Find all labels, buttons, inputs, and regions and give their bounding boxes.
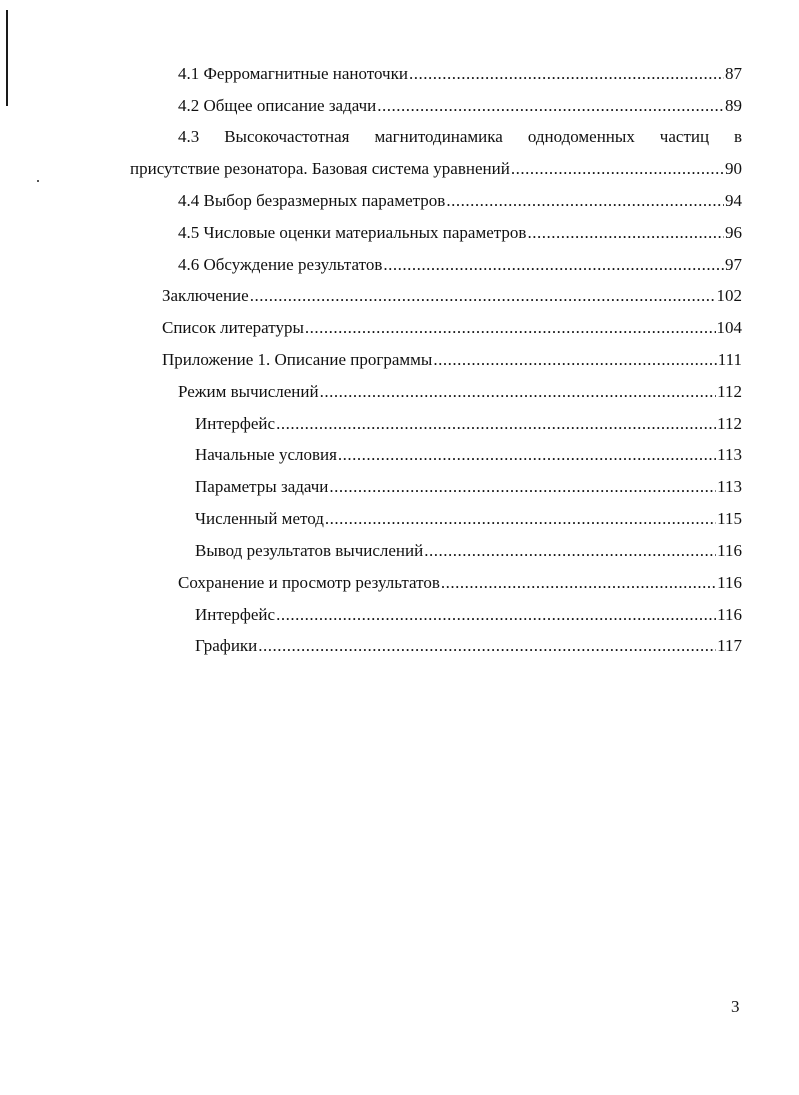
toc-dot-leader <box>338 445 716 465</box>
toc-entry-title: Приложение 1. Описание программы <box>162 350 433 369</box>
toc-entry-4-2[interactable] <box>178 96 742 116</box>
toc-entry-references[interactable] <box>162 318 742 338</box>
toc-page-number: 112 <box>717 414 742 433</box>
scan-edge-mark <box>6 10 8 106</box>
toc-dot-leader <box>527 223 724 243</box>
toc-dot-leader <box>325 509 716 529</box>
toc-entry-output-results[interactable] <box>195 541 742 561</box>
toc-entry-title: Сохранение и просмотр результатов <box>178 573 440 592</box>
toc-page-number: 116 <box>717 573 742 592</box>
toc-entry-title: Режим вычислений <box>178 382 319 401</box>
toc-entry-interface-2[interactable] <box>195 605 742 625</box>
toc-dot-leader <box>441 573 716 593</box>
toc-entry-calculation-mode[interactable] <box>178 382 742 402</box>
toc-page-number: 115 <box>717 509 742 528</box>
toc-page-number: 104 <box>716 318 742 337</box>
toc-dot-leader <box>511 159 724 179</box>
toc-word: однодоменных <box>527 127 635 146</box>
toc-entry-appendix-1[interactable] <box>162 350 742 370</box>
toc-page-number: 94 <box>725 191 742 210</box>
toc-page-number: 102 <box>716 286 742 305</box>
toc-page-number: 90 <box>725 159 742 178</box>
toc-page-number: 89 <box>725 96 742 115</box>
toc-entry-graphs[interactable] <box>195 636 742 656</box>
toc-entry-title: Интерфейс <box>195 414 276 433</box>
toc-page-number: 113 <box>717 445 742 464</box>
page-number: 3 <box>731 997 740 1016</box>
toc-page-number: 117 <box>717 636 742 655</box>
toc-page-number: 113 <box>717 477 742 496</box>
toc-dot-leader <box>276 414 716 434</box>
toc-dot-leader <box>446 191 724 211</box>
toc-entry-title: Вывод результатов вычислений <box>195 541 424 560</box>
toc-entry-4-4[interactable] <box>178 191 742 211</box>
toc-entry-4-6[interactable] <box>178 255 742 275</box>
toc-word: магнитодинамика <box>374 127 503 146</box>
scan-speck <box>37 180 39 182</box>
toc-word: 4.3 <box>178 127 200 146</box>
toc-entry-title: Интерфейс <box>195 605 276 624</box>
toc-word: Высокочастотная <box>224 127 350 146</box>
toc-dot-leader <box>433 350 716 370</box>
toc-entry-title: 4.1 Ферромагнитные наноточки <box>178 64 408 83</box>
toc-dot-leader <box>424 541 716 561</box>
toc-entry-task-parameters[interactable] <box>195 477 742 497</box>
toc-entry-title: Список литературы <box>162 318 304 337</box>
toc-dot-leader <box>258 636 716 656</box>
toc-page-number: 87 <box>725 64 742 83</box>
toc-dot-leader <box>329 477 716 497</box>
toc-entry-4-3-second-line[interactable] <box>130 159 742 179</box>
toc-entry-4-1[interactable] <box>178 64 742 84</box>
toc-page-number: 97 <box>725 255 742 274</box>
toc-entry-save-view-results[interactable] <box>178 573 742 593</box>
toc-dot-leader <box>409 64 724 84</box>
toc-entry-title: Численный метод <box>195 509 324 528</box>
toc-entry-title: 4.6 Обсуждение результатов <box>178 255 383 274</box>
toc-entry-title: 4.4 Выбор безразмерных параметров <box>178 191 446 210</box>
toc-entry-title: Начальные условия <box>195 445 337 464</box>
toc-entry-4-5[interactable] <box>178 223 742 243</box>
toc-entry-title: 4.2 Общее описание задачи <box>178 96 377 115</box>
toc-entry-4-3-first-line[interactable] <box>178 127 742 147</box>
toc-dot-leader <box>383 255 724 275</box>
toc-entry-title: Параметры задачи <box>195 477 329 496</box>
toc-entry-title: Графики <box>195 636 258 655</box>
toc-word: в <box>734 127 743 146</box>
toc-page-number: 116 <box>717 541 742 560</box>
toc-entry-initial-conditions[interactable] <box>195 445 742 465</box>
toc-dot-leader <box>250 286 716 306</box>
toc-page-number: 116 <box>717 605 742 624</box>
toc-dot-leader <box>305 318 716 338</box>
toc-page-number: 112 <box>717 382 742 401</box>
toc-entry-numerical-method[interactable] <box>195 509 742 529</box>
toc-entry-title: Заключение <box>162 286 249 305</box>
toc-entry-title: присутствие резонатора. Базовая система уравнений <box>130 159 510 178</box>
toc-dot-leader <box>320 382 717 402</box>
toc-dot-leader <box>377 96 724 116</box>
toc-page-number: 111 <box>717 350 742 369</box>
toc-word: частиц <box>659 127 710 146</box>
toc-entry-conclusion[interactable] <box>162 286 742 306</box>
toc-dot-leader <box>276 605 716 625</box>
toc-entry-interface[interactable] <box>195 414 742 434</box>
toc-entry-title: 4.5 Числовые оценки материальных параметров <box>178 223 527 242</box>
toc-page-number: 96 <box>725 223 742 242</box>
